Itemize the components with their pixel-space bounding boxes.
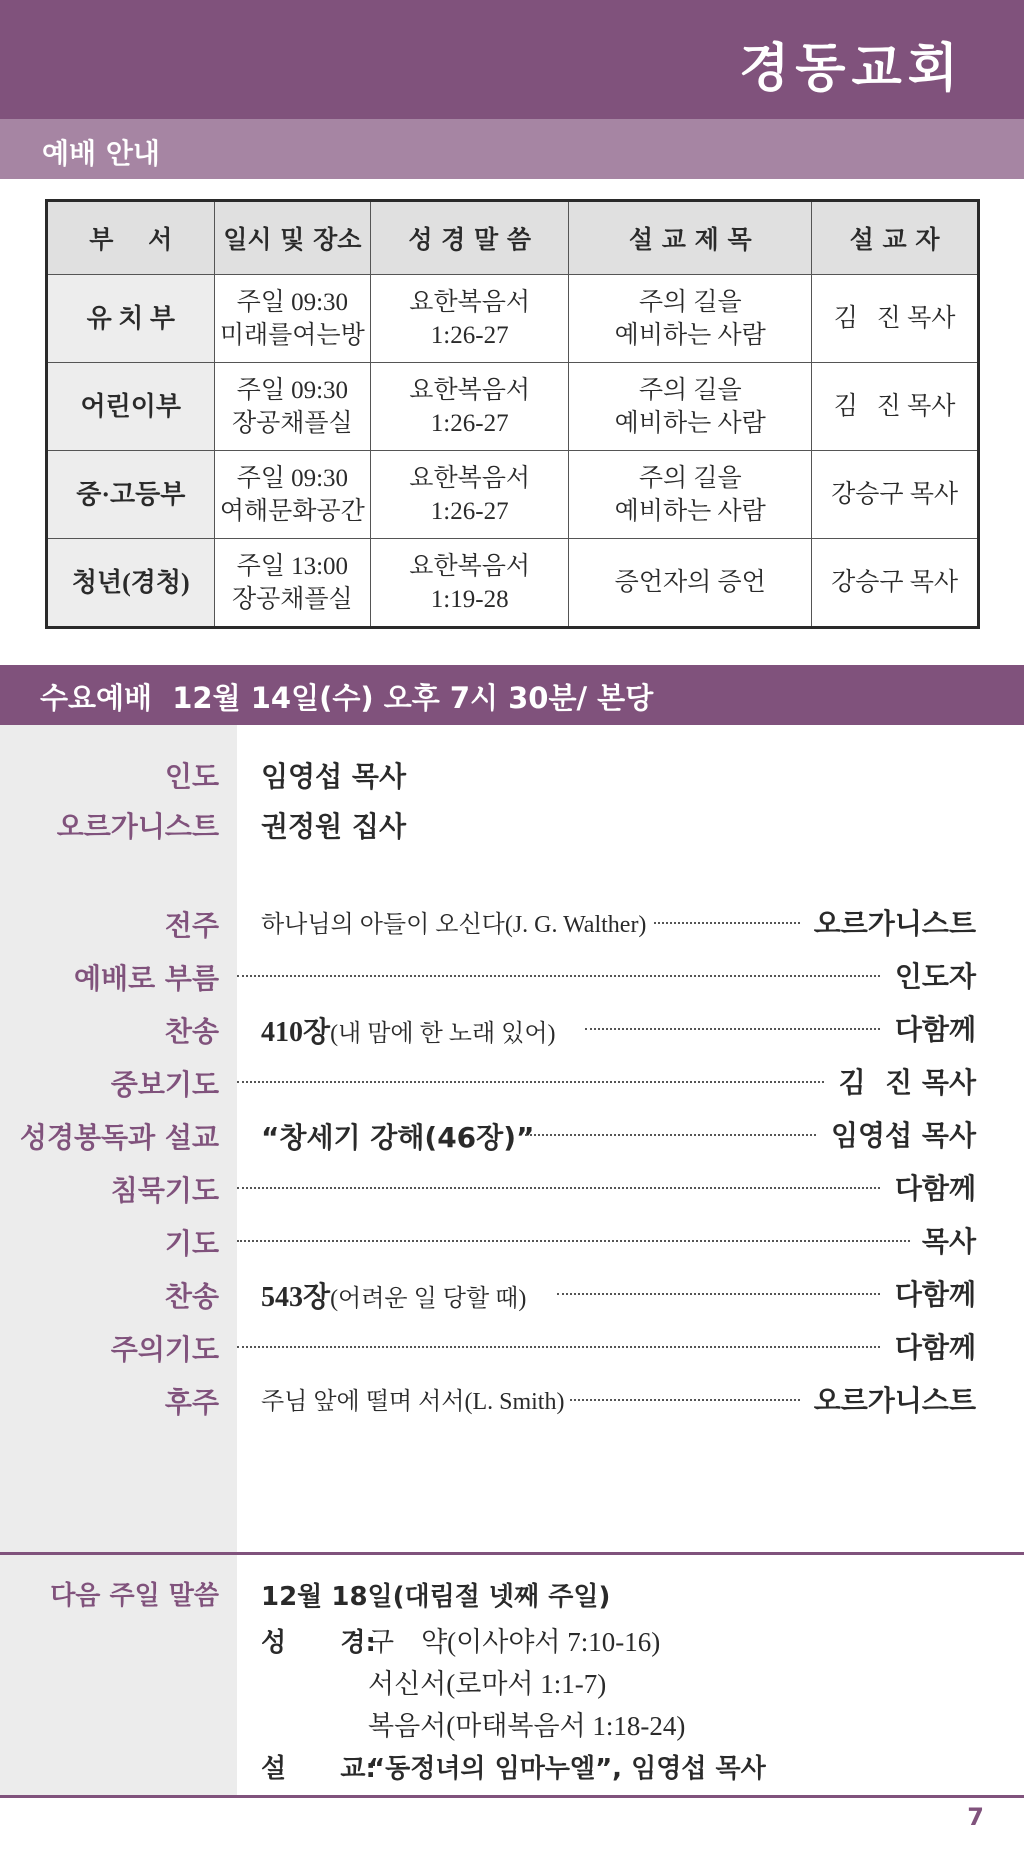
scripture-label: 성 경: [261,1628,376,1658]
dotted-leader [237,1346,880,1348]
order-responsible: 다함께 [894,1172,976,1205]
dotted-leader [237,975,880,977]
time: 주일 09:30 [236,376,349,404]
order-label: 후주 [164,1386,219,1419]
scripture-cell [371,363,569,451]
order-content [261,1275,526,1315]
order-row [237,1377,1024,1417]
place: 장공채플실 [231,409,353,437]
order-responsible: 다함께 [894,1278,976,1311]
hymn-number: 410장 [261,1017,331,1048]
dept-cell: 청년(경청) [47,539,215,628]
organist-label: 오르가니스트 [56,810,219,843]
order-row [237,1112,1024,1152]
column-header-preacher: 설 교 자 [812,201,979,275]
order-label: 주의기도 [110,1333,219,1366]
place: 미래를여는방 [219,321,365,349]
order-sub: 하나님의 아들이 오신다(J. G. Walther) [261,912,647,938]
sermon-title: “창세기 강해(46장)” [261,1121,535,1154]
top-header [0,0,1024,119]
order-row [237,900,1024,940]
table-row [47,363,979,451]
scripture-cell [371,539,569,628]
order-row [237,953,1024,993]
time: 주일 09:30 [236,288,349,316]
order-label: 침묵기도 [110,1174,219,1207]
order-sub: (어려운 일 당할 때) [330,1286,527,1312]
place: 장공채플실 [231,585,353,613]
order-responsible: 다함께 [894,1013,976,1046]
epistle-reading: 서신서(로마서 1:1-7) [368,1669,607,1699]
order-sub: 주님 앞에 떨며 서서(L. Smith) [261,1389,565,1415]
dotted-leader [237,1081,824,1083]
order-row [237,1165,1024,1205]
scripture-book: 요한복음서 [409,288,531,316]
order-content [261,1116,534,1156]
scripture-verse: 1:26-27 [430,409,509,437]
order-label: 기도 [164,1227,219,1260]
order-responsible: 목사 [921,1225,976,1258]
sermon-title-line: 예비하는 사람 [614,497,766,525]
column-header-dept: 부 서 [47,201,215,275]
scripture-verse: 1:26-27 [430,497,509,525]
table-row [47,451,979,539]
church-name: 경동교회 [739,41,964,98]
dotted-leader [570,1399,800,1401]
scripture-book: 요한복음서 [409,464,531,492]
time: 주일 13:00 [236,552,349,580]
order-label: 중보기도 [110,1068,219,1101]
order-row [237,1324,1024,1364]
dept-cell: 어린이부 [47,363,215,451]
dotted-leader [585,1028,880,1030]
table-header-row [47,201,979,275]
column-header-sermon-title: 설 교 제 목 [569,201,812,275]
wednesday-service-header [0,665,1024,725]
order-label: 성경봉독과 설교 [19,1121,219,1154]
time: 주일 09:30 [236,464,349,492]
order-responsible: 오르가니스트 [813,1384,976,1417]
officiant-label: 인도 [164,760,219,793]
gospel-reading: 복음서(마태복음서 1:18-24) [368,1711,686,1741]
order-row [237,1271,1024,1311]
preacher-cell: 강승구 목사 [812,451,979,539]
order-label: 예배로 부름 [74,962,219,995]
scripture-verse: 1:19-28 [430,585,509,613]
time-place-cell [214,363,370,451]
order-responsible: 다함께 [894,1331,976,1364]
sermon-label: 설 교: [261,1754,376,1784]
time-place-cell [214,275,370,363]
scripture-book: 요한복음서 [409,376,531,404]
order-responsible: 인도자 [894,960,976,993]
order-responsible: 김 진 목사 [838,1066,976,1099]
scripture-cell [371,275,569,363]
next-week-date: 12월 18일(대림절 넷째 주일) [261,1582,611,1612]
dept-cell: 중·고등부 [47,451,215,539]
dotted-leader [654,922,800,924]
worship-schedule-table [45,199,980,629]
order-responsible: 임영섭 목사 [831,1119,976,1152]
next-week-label: 다음 주일 말씀 [50,1581,219,1611]
order-label: 찬송 [164,1280,219,1313]
sermon-title-line: 예비하는 사람 [614,409,766,437]
preacher-cell: 김 진 목사 [812,363,979,451]
table-row [47,539,979,628]
order-responsible: 오르가니스트 [813,907,976,940]
page-number: 7 [967,1803,984,1831]
order-row [237,1059,1024,1099]
officiant-name: 임영섭 목사 [261,760,406,793]
sermon-title-line: 주의 길을 [638,376,742,404]
sermon-title-line: 주의 길을 [638,464,742,492]
table-row [47,275,979,363]
time-place-cell [214,451,370,539]
worship-guide-title: 예배 안내 [42,137,160,170]
time-place-cell [214,539,370,628]
sermon-title-cell [569,363,812,451]
dotted-leader [557,1293,880,1295]
hymn-number: 543장 [261,1282,331,1313]
scripture-verse: 1:26-27 [430,321,509,349]
column-header-scripture: 성 경 말 씀 [371,201,569,275]
order-row [237,1006,1024,1046]
sermon-title-cell: 증언자의 증언 [569,539,812,628]
sermon-title-cell [569,451,812,539]
footer-divider [0,1795,1024,1798]
preacher-cell: 김 진 목사 [812,275,979,363]
place: 여해문화공간 [219,497,365,525]
sermon-title-cell [569,275,812,363]
old-testament-reading: 구 약(이사야서 7:10-16) [368,1627,661,1657]
sermon-title-line: 주의 길을 [638,288,742,316]
dept-cell: 유 치 부 [47,275,215,363]
worship-guide-header [0,119,1024,179]
order-label: 찬송 [164,1015,219,1048]
wednesday-service-title: 수요예배 12월 14일(수) 오후 7시 30분/ 본당 [40,681,654,715]
dotted-leader [237,1187,880,1189]
order-sub: (내 맘에 한 노래 있어) [330,1021,556,1047]
order-row [237,1218,1024,1258]
dotted-leader [237,1240,910,1242]
order-content [261,1381,564,1417]
section-divider [0,1552,1024,1555]
preacher-cell: 강승구 목사 [812,539,979,628]
order-content [261,1010,556,1050]
column-header-time: 일시 및 장소 [214,201,370,275]
scripture-cell [371,451,569,539]
scripture-book: 요한복음서 [409,552,531,580]
order-label: 전주 [164,909,219,942]
organist-name: 권정원 집사 [261,810,406,843]
order-content [261,904,646,940]
next-sermon: “동정녀의 임마누엘”, 임영섭 목사 [368,1754,766,1784]
sermon-title-line: 예비하는 사람 [614,321,766,349]
dotted-leader [525,1134,816,1136]
